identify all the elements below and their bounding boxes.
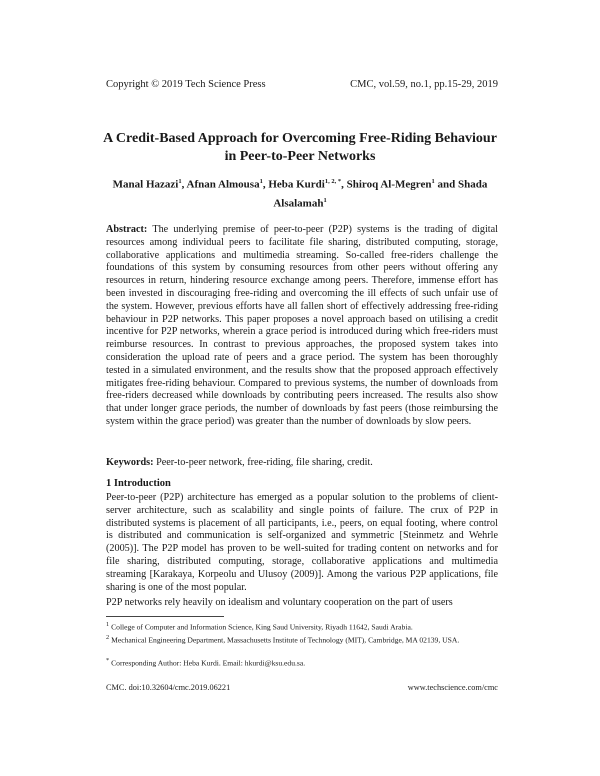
footer-doi: CMC. doi:10.32604/cmc.2019.06221 (106, 683, 231, 692)
abstract (106, 224, 498, 429)
footnote-text: Corresponding Author: Heba Kurdi. Email: hkurdi@ksu.edu.sa. (111, 658, 306, 668)
section-heading-introduction: 1 Introduction (106, 478, 171, 489)
author-affiliation: 1 (178, 178, 182, 185)
author-name: Heba Kurdi (268, 178, 325, 191)
paper-title (100, 130, 500, 166)
author-name: Shada Alsalamah (273, 178, 488, 210)
author-affiliation: 1 (259, 178, 263, 185)
footnote (106, 620, 498, 633)
author-name: Manal Hazazi (112, 178, 179, 191)
footnote (106, 656, 498, 669)
running-header-left: Copyright © 2019 Tech Science Press (106, 79, 266, 90)
author-list: Manal Hazazi$^1$, Afnan Almousa$^1$, Heba Kurdi$^{1, 2, *}$, Shiroq Al-Megren$^1$ and Shada Alsalamah$^1$ (112, 178, 488, 210)
title-line-1: A Credit-Based Approach for Overcoming Free-Riding Behaviour (103, 131, 497, 146)
footnote (106, 633, 498, 646)
author-affiliation: 1, 2, * (324, 178, 342, 185)
footnote-mark: * (106, 657, 110, 664)
keywords (106, 456, 498, 469)
author-affiliation: 1 (323, 196, 327, 204)
footnote-text: Mechanical Engineering Department, Massachusetts Institute of Technology (MIT), Cambridge, MA 02139, USA. (111, 635, 460, 645)
author-name: Shiroq Al-Megren (346, 178, 432, 191)
abstract-label: Abstract: (106, 224, 148, 235)
keywords-label: Keywords: (106, 457, 154, 468)
introduction-paragraph-2: P2P networks rely heavily on idealism and voluntary cooperation on the part of users (106, 597, 453, 608)
footnote-mark: 2 (106, 634, 110, 641)
footer-url: www.techscience.com/cmc (407, 683, 498, 692)
abstract-text: The underlying premise of peer-to-peer (P2P) systems is the trading of digital resources among individual peers to facilitate file sharing, distributed computing, storage, collaborative applications and multimedia streaming. So-called free-riders challenge the foundations of this system by consuming resources from other peers without offering any resources in return, hindering resource exchange among peers. Therefore, immense effort has been invested in discouraging free-riding and overcoming the ill effects of such unfair use of the system. However, previous efforts have all fallen short of effectively addressing free-riding behaviour in P2P networks. This paper proposes a novel approach based on utilising a credit incentive for P2P networks, wherein a grace period is introduced during which free-riders must reimburse resources. In contrast to previous approaches, the proposed system takes into consideration the upload rate of peers and a grace period. The system has been thoroughly tested in a simulated environment, and the results show that the proposed approach effectively mitigates free-riding behaviour. Compared to previous systems, the number of downloads from free-riders decreased while downloads by contributing peers increased. The results also show that under longer grace periods, the number of downloads by fast peers (those reimbursing the system within the grace period) was greater than the number of downloads by slow peers. (106, 224, 498, 427)
footnote-divider (106, 616, 224, 617)
running-header-right: CMC, vol.59, no.1, pp.15-29, 2019 (350, 79, 498, 90)
keywords-text: Peer-to-peer network, free-riding, file sharing, credit. (156, 457, 373, 468)
title-line-2: in Peer-to-Peer Networks (224, 149, 376, 164)
author-affiliation: 1 (431, 178, 435, 185)
introduction-paragraph: Peer-to-peer (P2P) architecture has emerged as a popular solution to the problems of client-server architecture, such as scalability and single points of failure. The crux of P2P in distributed systems is placement of all participants, i.e., peers, on equal footing, where control is distributed and communication is self-organized and symmetric [Steinmetz and Wehrle (2005)]. The P2P model has proven to be well-suited for trading content on networks and for file sharing, distributed computing, storage, collaborative applications and multimedia streaming [Karakaya, Korpeolu and Ulusoy (2009)]. Among the various P2P applications, file sharing is one of the most popular. (106, 492, 498, 593)
author-name: Afnan Almousa (186, 178, 260, 191)
footnote-mark: 1 (106, 621, 110, 628)
footnote-text: College of Computer and Information Science, King Saud University, Riyadh 11642, Saudi Arabia. (111, 622, 413, 632)
